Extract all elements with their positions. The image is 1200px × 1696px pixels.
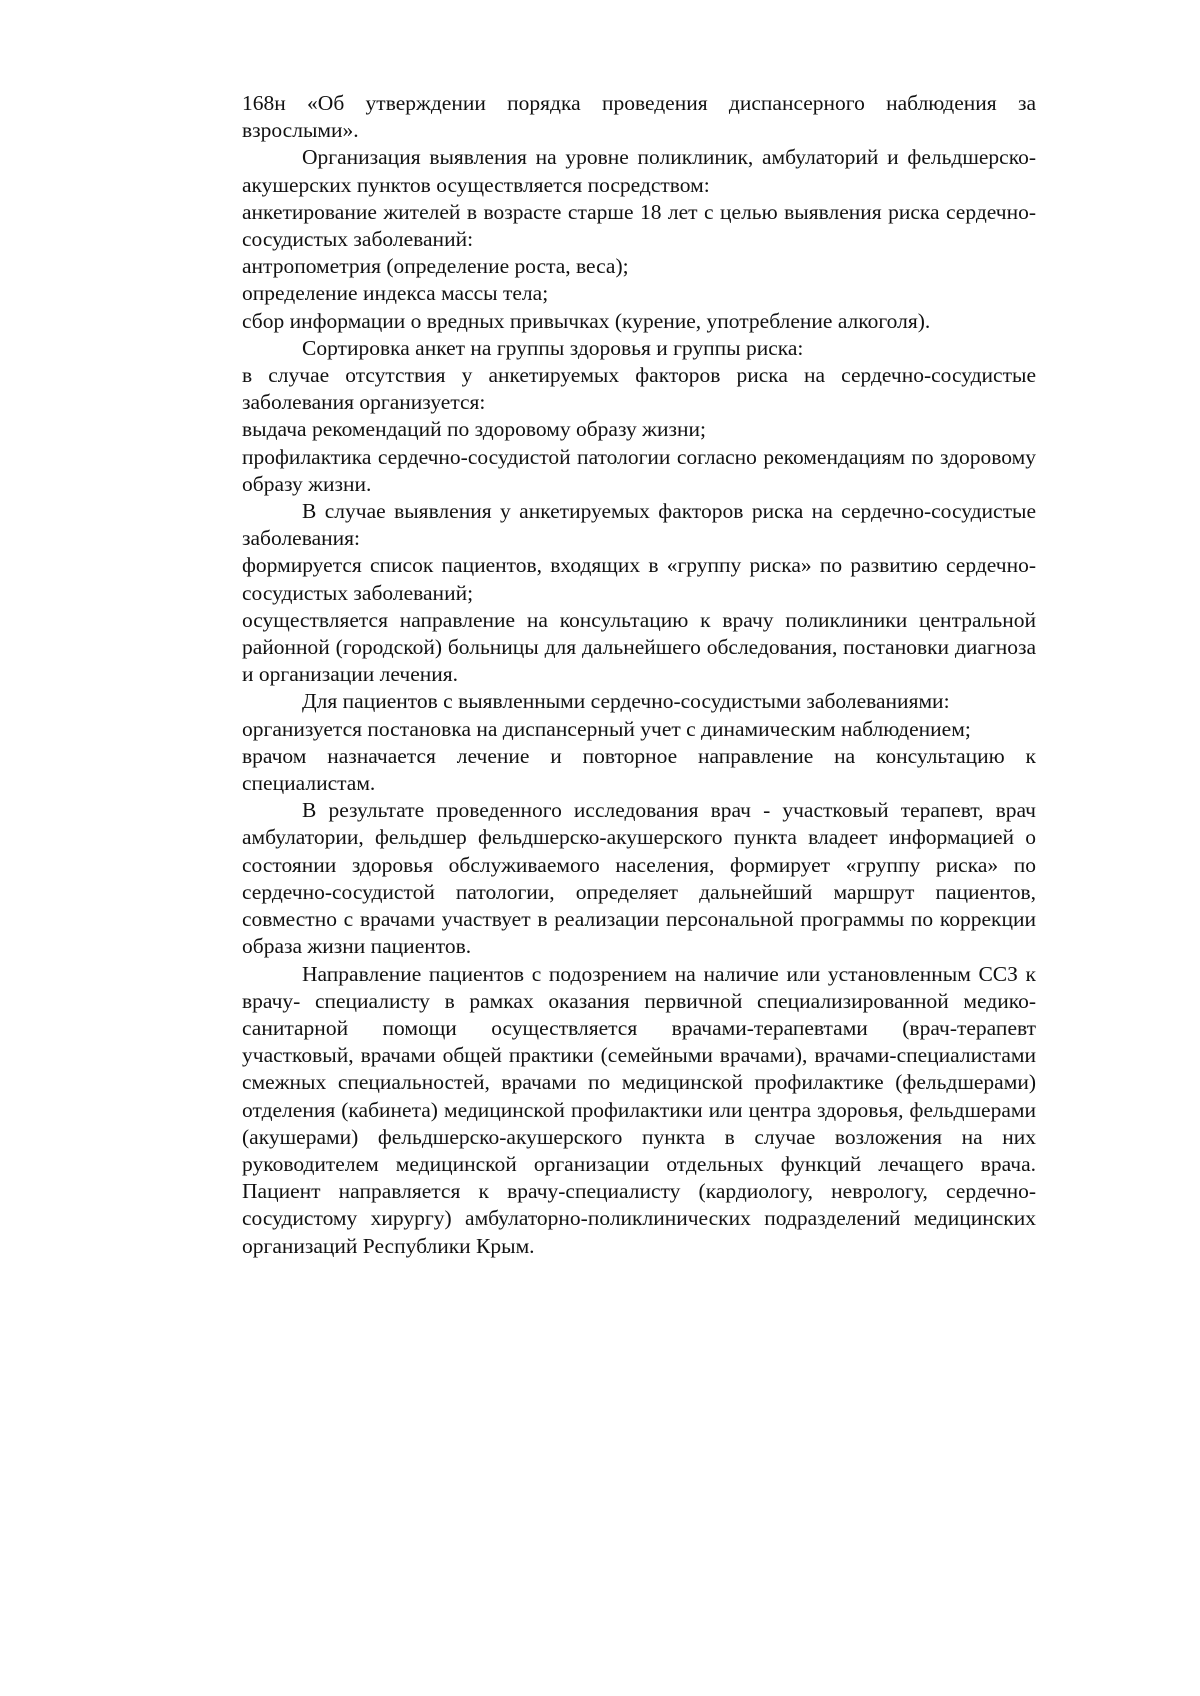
paragraph-risk-group-list: формируется список пациентов, входящих в «группу риска» по развитию сердечно-сосудистых заболеваний;: [242, 553, 1036, 605]
paragraph-risk-case: В случае выявления у анкетируемых факторов риска на сердечно-сосудистые заболевания:: [242, 499, 1036, 551]
paragraph-bmi: определение индекса массы тела;: [242, 281, 549, 306]
paragraph-screening-organization: Организация выявления на уровне поликлиник, амбулаторий и фельдшерско-акушерских пунктов осуществляется посредством:: [242, 145, 1036, 197]
paragraph-referral: осуществляется направление на консультацию к врачу поликлиники центральной районной (городской) больницы для дальнейшего обследования, постановки диагноза и организации лечения.: [242, 607, 1036, 687]
paragraph-no-risk-case: в случае отсутствия у анкетируемых факторов риска на сердечно-сосудистые заболевания организуется:: [242, 363, 1036, 415]
paragraph-results: В результате проведенного исследования врач - участковый терапевт, врач амбулатории, фельдшер фельдшерско-акушерского пункта владеет информацией о состоянии здоровья обслуживаемого населения, формирует «группу риска» по сердечно-сосудистой патологии, определяет дальнейший маршрут пациентов, совместно с врачами участвует в реализации персональной программы по коррекции образа жизни пациентов.: [242, 798, 1036, 959]
paragraph-law-reference: 168н «Об утверждении порядка проведения диспансерного наблюдения за взрослыми».: [242, 91, 1036, 143]
paragraph-dispensary-registration: организуется постановка на диспансерный учет с динамическим наблюдением;: [242, 716, 971, 741]
document-body: [242, 90, 1036, 1260]
paragraph-specialist-referral: Направление пациентов с подозрением на наличие или установленным ССЗ к врачу- специалисту в рамках оказания первичной специализированной медико-санитарной помощи осуществляется врачами-терапевтами (врач-терапевт участковый, врачами общей практики (семейными врачами), врачами-специалистами смежных специальностей, врачами по медицинской профилактике (фельдшерами) отделения (кабинета) медицинской профилактики или центра здоровья, фельдшерами (акушерами) фельдшерско-акушерского пункта в случае возложения на них руководителем медицинской организации отдельных функций лечащего врача. Пациент направляется к врачу-специалисту (кардиологу, неврологу, сердечно-сосудистому хирургу) амбулаторно-поликлинических подразделений медицинских организаций Республики Крым.: [242, 961, 1036, 1258]
paragraph-anthropometry: антропометрия (определение роста, веса);: [242, 254, 629, 279]
paragraph-diagnosed-patients: Для пациентов с выявленными сердечно-сосудистыми заболеваниями:: [302, 689, 950, 714]
paragraph-questionnaire: анкетирование жителей в возрасте старше 18 лет с целью выявления риска сердечно-сосудистых заболеваний:: [242, 199, 1036, 252]
paragraph-treatment: врачом назначается лечение и повторное направление на консультацию к специалистам.: [242, 743, 1036, 796]
paragraph-habits: сбор информации о вредных привычках (курение, употребление алкоголя).: [242, 308, 931, 333]
paragraph-prevention: профилактика сердечно-сосудистой патологии согласно рекомендациям по здоровому образу жизни.: [242, 444, 1036, 496]
paragraph-recommendations: выдача рекомендаций по здоровому образу жизни;: [242, 417, 706, 442]
paragraph-sorting: Сортировка анкет на группы здоровья и группы риска:: [302, 335, 804, 360]
